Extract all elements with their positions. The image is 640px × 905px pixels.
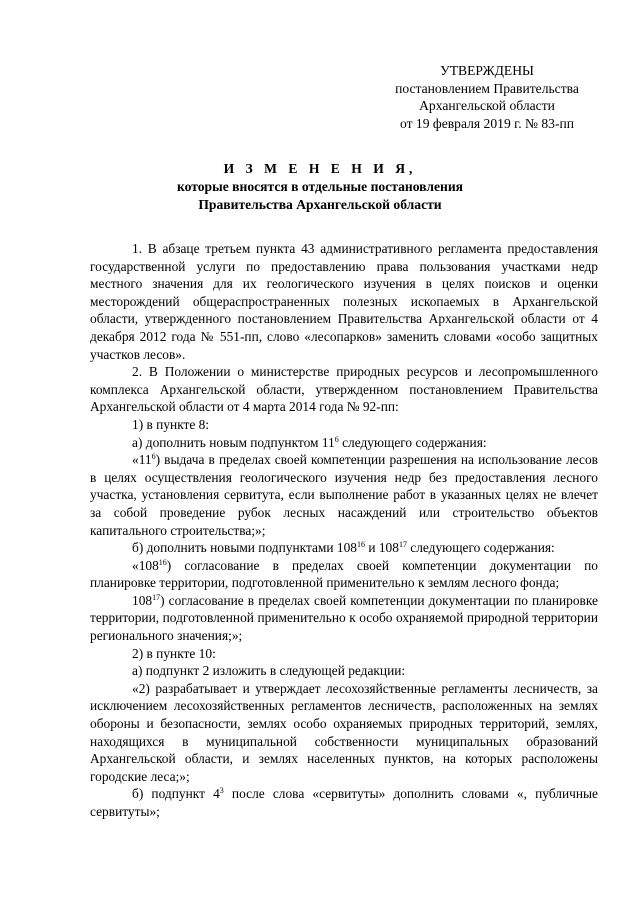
title-subtitle: Правительства Архангельской области: [198, 197, 442, 212]
approval-line: Архангельской области: [419, 98, 555, 113]
paragraph: 1. В абзаце третьем пункта 43 административного регламента предоставления государственной услуги по предоставлению права пользования участками недр местного значения для их геологического изучения в целях поисков и оценки месторождений общераспространенных полезных ископаемых в Архангельской области, утвержденного постановлением Правительства Архангельской области от 4 декабря 2012 года № 551-пп, слово «лесопарков» заменить словами «особо защитных участков лесов».: [90, 241, 598, 362]
paragraph: 2) в пункте 10:: [132, 645, 216, 661]
text-run: ) согласование в пределах своей компетенции документации по планировке территории, подготовленной применительно к землям лесного фонда;: [90, 557, 598, 591]
text-run: б) подпункт 4: [132, 786, 220, 802]
paragraph: 2. В Положении о министерстве природных ресурсов и лесопромышленного комплекса Архангельской области, утвержденном постановлением Правительства Архангельской области от 4 марта 2014 года № 92-пп:: [90, 364, 598, 415]
text-run: «11: [132, 452, 152, 468]
approval-stamp: [378, 62, 596, 132]
title-subtitle: которые вносятся в отдельные постановления: [176, 179, 464, 194]
superscript: 17: [398, 540, 407, 550]
approval-heading: УТВЕРЖДЕНЫ: [440, 63, 534, 78]
superscript: 6: [151, 452, 156, 462]
paragraph: [90, 785, 598, 820]
text-run: а) дополнить новым подпунктом 11: [132, 434, 335, 450]
text-run: после слова «сервитуты» дополнить словами «, публичные сервитуты»;: [90, 786, 598, 819]
paragraph: а) подпункт 2 изложить в следующей редакции:: [132, 663, 406, 679]
document-body: [90, 240, 598, 821]
approval-line: постановлением Правительства: [395, 80, 579, 96]
paragraph: [90, 557, 598, 592]
superscript: 16: [356, 540, 365, 550]
text-run: «108: [132, 557, 159, 573]
superscript: 3: [219, 786, 224, 796]
superscript: 16: [158, 557, 167, 567]
title-main: И З М Е Н Е Н И Я,: [223, 161, 417, 176]
paragraph: [90, 434, 598, 452]
paragraph: «2) разрабатывает и утверждает лесохозяйственные регламенты лесничеств, за исключением лесохозяйственных регламентов лесничеств, расположенных на землях обороны и безопасности, землях особо охраняемых природных территорий, землях, находящихся в муниципальной собственности муниципальных образований Архангельской области, и землях населенных пунктов, на которых расположены городские леса;»;: [90, 680, 598, 784]
text-run: следующего содержания:: [406, 540, 555, 556]
text-run: и 108: [364, 540, 399, 556]
text-run: следующего содержания:: [338, 434, 487, 450]
approval-date: от 19 февраля 2019 г. № 83-пп: [399, 115, 575, 131]
superscript: 6: [334, 434, 339, 444]
paragraph: [90, 539, 598, 557]
superscript: 17: [152, 592, 161, 602]
text-run: ) выдача в пределах своей компетенции разрешения на использование лесов в целях осуществления геологического изучения недр без предоставления лесного участка, установления сервитута, если выполнение работ в указанных целях не влечет за собой проведение рубок лесных насаждений или строительство объектов капитального строительства;»;: [90, 452, 598, 538]
text-run: ) согласование в пределах своей компетенции документации по планировке территории, подготовленной применительно к особо охраняемой природной территории регионального значения;»;: [90, 592, 598, 644]
paragraph: [90, 451, 598, 539]
paragraph: [90, 592, 598, 645]
text-run: б) дополнить новыми подпунктами 108: [132, 540, 357, 556]
text-run: 108: [132, 592, 153, 608]
paragraph: 1) в пункте 8:: [132, 416, 210, 432]
document-title: [90, 160, 550, 214]
